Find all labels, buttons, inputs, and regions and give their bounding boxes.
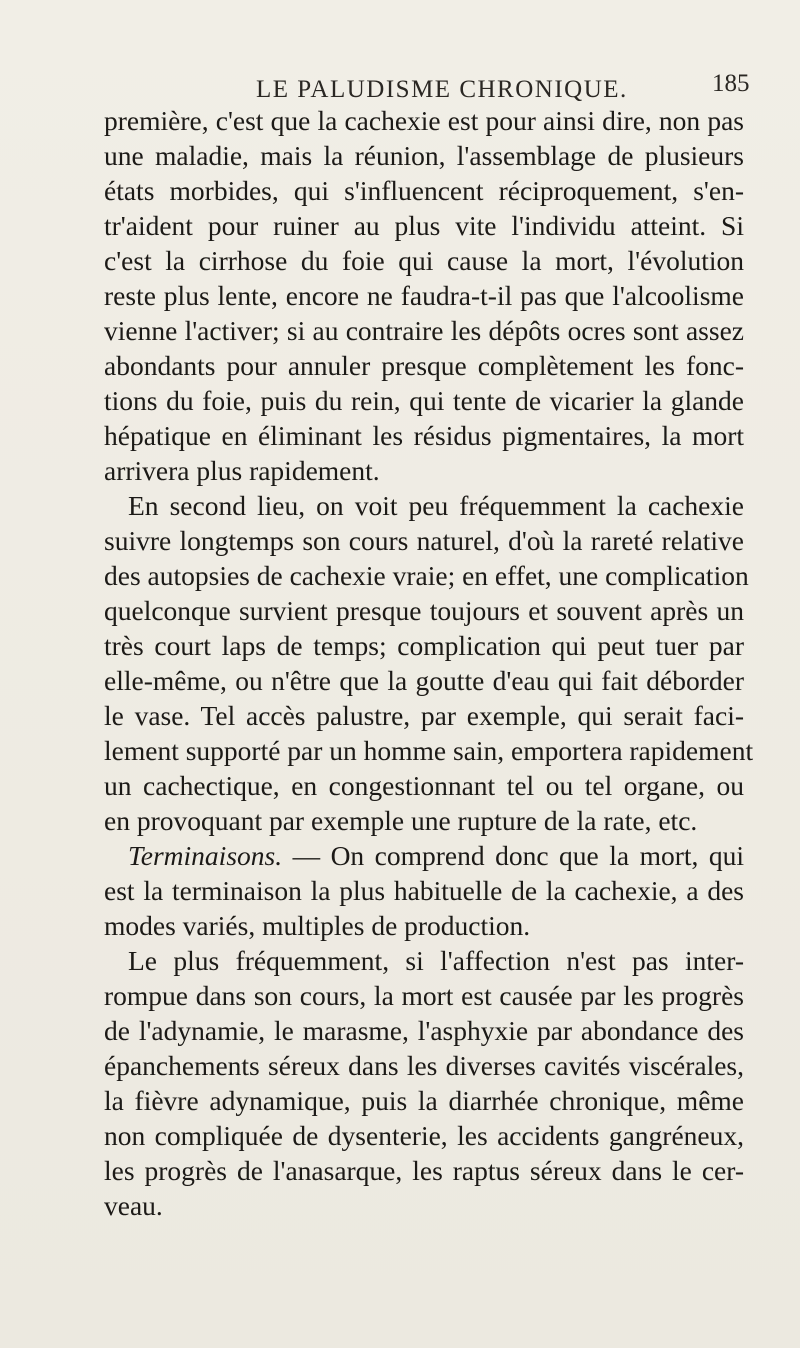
text-line: rompue dans son cours, la mort est causée par les progrès	[104, 980, 744, 1011]
text-line: très court laps de temps; complication qui peut tuer par	[104, 630, 744, 661]
text-line: les progrès de l'anasarque, les raptus séreux dans le cer-	[104, 1155, 744, 1186]
text-line: non compliquée de dysenterie, les accidents gangréneux,	[104, 1120, 744, 1151]
section-heading: Terminaisons.	[128, 840, 283, 871]
body-text	[104, 103, 754, 1223]
text-line: elle-même, ou n'être que la goutte d'eau qui fait déborder	[104, 665, 744, 696]
text-line: lement supporté par un homme sain, emportera rapidement	[104, 735, 754, 766]
text-run: — On comprend donc que la mort, qui	[282, 840, 744, 871]
running-title: LE PALUDISME CHRONIQUE.	[256, 76, 628, 103]
text-line: c'est la cirrhose du foie qui cause la mort, l'évolution	[104, 245, 744, 276]
text-line: Le plus fréquemment, si l'affection n'est pas inter-	[128, 945, 744, 976]
text-line: abondants pour annuler presque complètement les fonc-	[104, 350, 744, 381]
text-line: états morbides, qui s'influencent réciproquement, s'en-	[104, 175, 744, 206]
text-line: modes variés, multiples de production.	[104, 910, 531, 941]
page-number: 185	[712, 70, 750, 97]
text-line: épanchements séreux dans les diverses cavités viscérales,	[104, 1050, 744, 1081]
text-line: hépatique en éliminant les résidus pigmentaires, la mort	[104, 420, 744, 451]
text-line: En second lieu, on voit peu fréquemment la cachexie	[128, 490, 744, 521]
text-line: quelconque survient presque toujours et souvent après un	[104, 595, 744, 626]
text-line: vienne l'activer; si au contraire les dépôts ocres sont assez	[104, 315, 744, 346]
text-line: première, c'est que la cachexie est pour ainsi dire, non pas	[104, 105, 744, 136]
text-line: tr'aident pour ruiner au plus vite l'individu atteint. Si	[104, 210, 744, 241]
text-line: de l'adynamie, le marasme, l'asphyxie par abondance des	[104, 1015, 744, 1046]
text-line: arrivera plus rapidement.	[104, 455, 380, 486]
text-line: une maladie, mais la réunion, l'assemblage de plusieurs	[104, 140, 744, 171]
text-line: en provoquant par exemple une rupture de la rate, etc.	[104, 805, 698, 836]
text-line: suivre longtemps son cours naturel, d'où la rareté relative	[104, 525, 744, 556]
text-line: le vase. Tel accès palustre, par exemple, qui serait faci-	[104, 700, 744, 731]
text-line: tions du foie, puis du rein, qui tente de vicarier la glande	[104, 385, 744, 416]
text-line: un cachectique, en congestionnant tel ou tel organe, ou	[104, 770, 744, 801]
text-line: veau.	[104, 1190, 163, 1221]
text-line	[104, 838, 744, 873]
text-line: reste plus lente, encore ne faudra-t-il pas que l'alcoolisme	[104, 280, 744, 311]
text-line: des autopsies de cachexie vraie; en effet, une complication	[104, 560, 749, 591]
text-line: la fièvre adynamique, puis la diarrhée chronique, même	[104, 1085, 744, 1116]
text-line: est la terminaison la plus habituelle de la cachexie, a des	[104, 875, 744, 906]
